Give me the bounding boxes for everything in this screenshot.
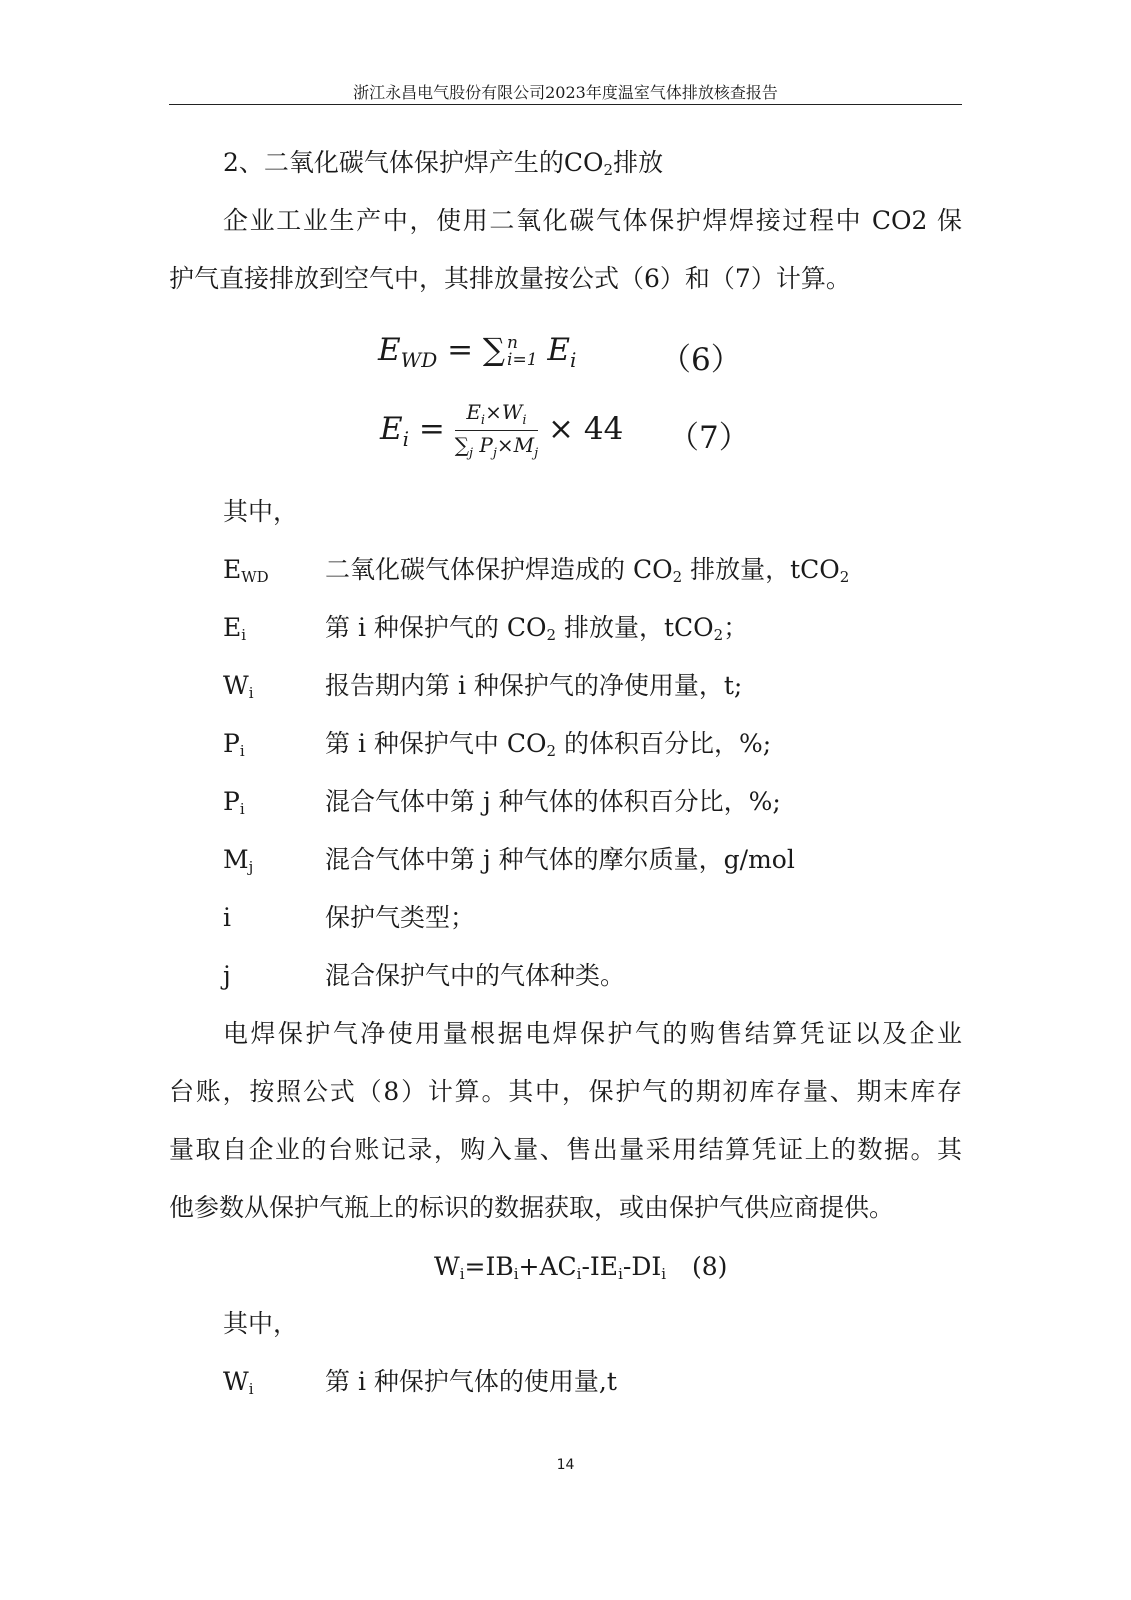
definition-description: 混合气体中第 j 种气体的体积百分比，%; (325, 787, 781, 816)
equation-8: $W_i=IB_i+AC_i-IE_i-DI_i$ (434, 1252, 667, 1283)
running-header: 浙江永昌电气股份有限公司2023年度温室气体排放核查报告 (353, 83, 778, 102)
where-label-1: 其中， (223, 497, 299, 526)
definition-symbol: $P_i$ (223, 729, 245, 760)
intro-line-2: 护气直接排放到空气中，其排放量按公式（6）和（7）计算。 (169, 264, 851, 293)
para2-line-1: 电焊保护气净使用量根据电焊保护气的购售结算凭证以及企业 (223, 1019, 962, 1048)
intro-line-1: 企业工业生产中，使用二氧化碳气体保护焊焊接过程中 CO2 保 (223, 206, 962, 235)
page-number: 14 (556, 1457, 575, 1473)
para2-line-2: 台账，按照公式（8）计算。其中，保护气的期初库存量、期末库存 (169, 1077, 962, 1106)
header-rule (169, 104, 962, 105)
equation-7: $E_i$ = $\frac{E_i\times W_i}{\sum_j P_j\times M_j}$ × 44 (380, 400, 624, 461)
definition-description: 报告期内第 i 种保护气的净使用量，t; (325, 671, 743, 700)
definition-symbol: $E_i$ (223, 613, 247, 644)
equation-6-number: （6） (660, 342, 742, 378)
para2-line-4: 他参数从保护气瓶上的标识的数据获取，或由保护气供应商提供。 (169, 1193, 895, 1222)
definition-symbol: $M_j$ (223, 845, 254, 876)
section-heading: 2、二氧化碳气体保护焊产生的$CO_2$排放 (223, 148, 664, 179)
where-label-2: 其中， (223, 1309, 299, 1338)
para2-line-3: 量取自企业的台账记录，购入量、售出量采用结算凭证上的数据。其 (169, 1135, 962, 1164)
definition-symbol: j (223, 961, 231, 990)
equation-8-number: (8) (692, 1252, 728, 1281)
definition-symbol: $W_i$ (223, 1367, 254, 1398)
definition-description: 第 i 种保护气体的使用量,t (325, 1367, 617, 1396)
definition-symbol: i (223, 903, 231, 932)
definition-description: 保护气类型； (325, 903, 476, 932)
definition-symbol: $W_i$ (223, 671, 254, 702)
definition-symbol: $P_i$ (223, 787, 245, 818)
definition-description: 混合气体中第 j 种气体的摩尔质量，g/mol (325, 845, 795, 874)
definition-symbol: $E_{WD}$ (223, 555, 269, 586)
equation-7-fraction: $\frac{E_i\times W_i}{\sum_j P_j\times M_j}$ (454, 400, 539, 461)
equation-6: $E_{WD}$ = ∑ n i=1 $E_i$ (378, 332, 577, 373)
definition-description: 第 i 种保护气中 $CO_2$ 的体积百分比，%; (325, 729, 772, 760)
definition-description: 第 i 种保护气的 $CO_2$ 排放量，tCO$_2$； (325, 613, 749, 644)
definition-description: 混合保护气中的气体种类。 (325, 961, 626, 990)
equation-7-number: （7） (668, 420, 750, 456)
definition-description: 二氧化碳气体保护焊造成的 $CO_2$ 排放量，tCO$_2$ (325, 555, 850, 586)
